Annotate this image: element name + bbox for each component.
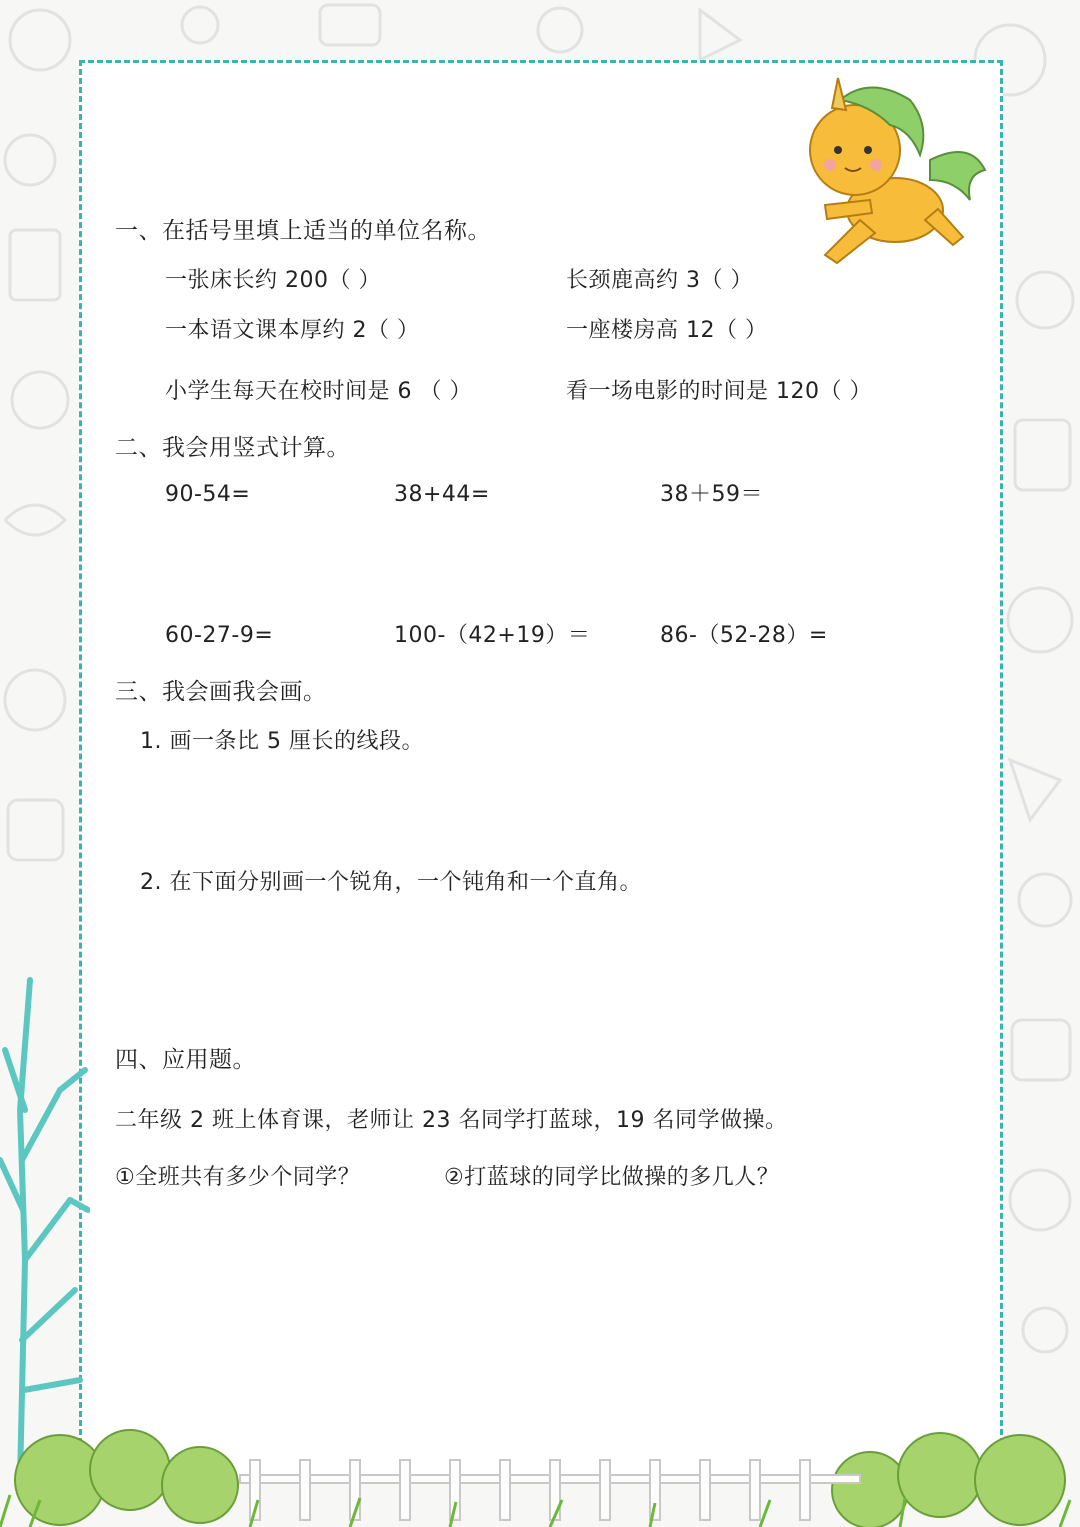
- section4-heading: 四、应用题。: [115, 1047, 256, 1073]
- section2-heading: 二、我会用竖式计算。: [115, 435, 350, 461]
- calc-problem-1: 90-54=: [165, 482, 251, 507]
- section1-heading: 一、在括号里填上适当的单位名称。: [115, 218, 491, 244]
- drawing-task-1: 1. 画一条比 5 厘长的线段。: [140, 729, 424, 754]
- fill-unit-item-1[interactable]: 一张床长约 200（ ）: [165, 268, 381, 293]
- fill-unit-item-3[interactable]: 一本语文课本厚约 2（ ）: [165, 318, 420, 343]
- fill-unit-item-6[interactable]: 看一场电影的时间是 120（ ）: [566, 379, 872, 404]
- unicorn-illustration: [800, 70, 995, 270]
- calc-problem-5: 100-（42+19）＝: [394, 623, 591, 648]
- word-problem-question-1: ①全班共有多少个同学？: [115, 1165, 361, 1190]
- word-problem-question-2: ②打蓝球的同学比做操的多几人？: [444, 1165, 780, 1190]
- calc-problem-4: 60-27-9=: [165, 623, 274, 648]
- fill-unit-item-5[interactable]: 小学生每天在校时间是 6 （ ）: [165, 379, 472, 404]
- fill-unit-item-4[interactable]: 一座楼房高 12（ ）: [566, 318, 768, 343]
- calc-problem-6: 86-（52-28）=: [660, 623, 828, 648]
- drawing-task-2: 2. 在下面分别画一个锐角，一个钝角和一个直角。: [140, 870, 642, 895]
- fill-unit-item-2[interactable]: 长颈鹿高约 3（ ）: [566, 268, 753, 293]
- bush-fence-decoration: [0, 1400, 1080, 1527]
- calc-problem-3: 38＋59＝: [660, 482, 763, 507]
- section3-heading: 三、我会画我会画。: [115, 679, 327, 705]
- word-problem-text: 二年级 2 班上体育课，老师让 23 名同学打蓝球，19 名同学做操。: [115, 1108, 788, 1133]
- calc-problem-2: 38+44=: [394, 482, 490, 507]
